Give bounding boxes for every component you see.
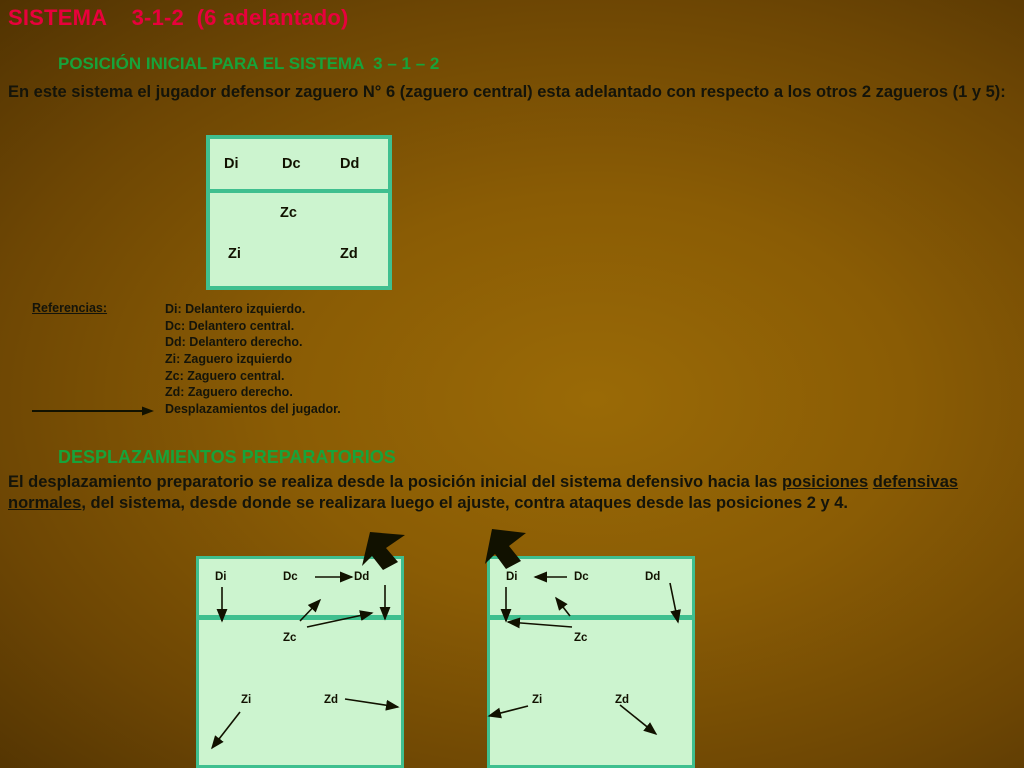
court-divider-line bbox=[490, 615, 692, 620]
list-item: Zc: Zaguero central. bbox=[165, 368, 285, 383]
player-label-di: Di bbox=[215, 571, 227, 583]
player-label-zc: Zc bbox=[280, 205, 297, 221]
player-label-dd: Dd bbox=[340, 156, 360, 172]
court-diagram-initial bbox=[206, 135, 392, 290]
section-paragraph-preparatory-movements bbox=[8, 472, 1008, 514]
paragraph-underlined-posiciones: posiciones bbox=[781, 473, 869, 491]
list-item: Zi: Zaguero izquierdo bbox=[165, 351, 293, 366]
list-item: Dc: Delantero central. bbox=[165, 318, 295, 333]
court-divider-line bbox=[199, 615, 401, 620]
paragraph-part-a: El desplazamiento preparatorio se realiza desde la posición inicial del sistema defensivo hacia las bbox=[8, 473, 782, 491]
player-label-zc: Zc bbox=[283, 632, 297, 644]
player-label-zd: Zd bbox=[615, 694, 630, 706]
player-label-zi: Zi bbox=[228, 246, 241, 262]
section-paragraph-initial-position: En este sistema el jugador defensor zaguero N° 6 (zaguero central) esta adelantado con respecto a los otros 2 zagueros (1 y 5): bbox=[8, 83, 1006, 101]
section-heading-initial-position: POSICIÓN INICIAL PARA EL SISTEMA 3 – 1 – 2 bbox=[58, 54, 440, 73]
legend-arrow-icon bbox=[32, 405, 154, 417]
list-item: Di: Delantero izquierdo. bbox=[165, 302, 306, 316]
player-label-dd: Dd bbox=[354, 571, 370, 583]
player-label-dc: Dc bbox=[282, 156, 301, 172]
player-label-zi: Zi bbox=[241, 694, 252, 706]
references-label: Referencias: bbox=[32, 301, 108, 315]
player-label-dc: Dc bbox=[283, 571, 298, 583]
court-diagram-right bbox=[487, 556, 695, 768]
player-label-dd: Dd bbox=[645, 571, 661, 583]
page-title: SISTEMA 3-1-2 (6 adelantado) bbox=[8, 5, 349, 30]
player-label-zc: Zc bbox=[574, 632, 588, 644]
references-list bbox=[165, 301, 341, 417]
court-diagram-left bbox=[196, 556, 404, 768]
player-label-zd: Zd bbox=[324, 694, 339, 706]
list-item: Desplazamientos del jugador. bbox=[165, 401, 341, 416]
list-item: Zd: Zaguero derecho. bbox=[165, 385, 293, 400]
list-item: Dd: Delantero derecho. bbox=[165, 335, 303, 350]
player-label-dc: Dc bbox=[574, 571, 589, 583]
section-heading-preparatory-movements: DESPLAZAMIENTOS PREPARATORIOS bbox=[58, 447, 396, 467]
player-label-di: Di bbox=[506, 571, 518, 583]
court-divider-line bbox=[210, 189, 388, 193]
player-label-zd: Zd bbox=[340, 246, 358, 262]
player-label-di: Di bbox=[224, 156, 239, 172]
paragraph-part-e: , del sistema, desde donde se realizara luego el ajuste, contra ataques desde las posiciones 2 y 4. bbox=[81, 494, 849, 513]
paragraph-underlined-defensivas-normales: defensivas normales bbox=[8, 473, 959, 513]
player-label-zi: Zi bbox=[532, 694, 543, 706]
